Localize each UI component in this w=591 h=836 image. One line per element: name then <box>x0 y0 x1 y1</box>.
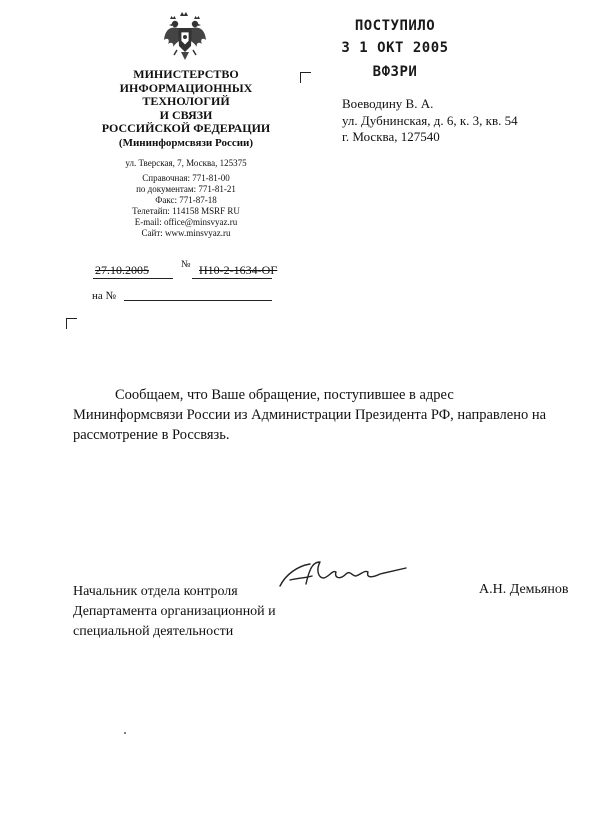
contact-fax: Факс: 771-87-18 <box>155 195 217 205</box>
reply-to-label: на № <box>92 290 117 302</box>
ministry-line: И СВЯЗИ <box>159 107 213 122</box>
ministry-line: МИНИСТЕРСТВО <box>133 67 239 81</box>
ministry-line: РОССИЙСКОЙ ФЕДЕРАЦИИ <box>101 121 271 135</box>
scan-speck <box>124 732 126 734</box>
signer-position-line: Департамента организационной и <box>73 604 276 619</box>
signer-position <box>73 582 276 642</box>
registration-number-sign: № <box>181 259 191 270</box>
contact-address: ул. Тверская, 7, Москва, 125375 <box>125 158 247 168</box>
signer-name: А.Н. Демьянов <box>479 582 569 597</box>
recipient-address <box>342 96 518 146</box>
signer-position-line: Начальник отдела контроля <box>73 584 238 599</box>
ministry-contacts <box>100 158 272 239</box>
signer-position-line: специальной деятельности <box>73 624 234 639</box>
text-corner-mark <box>66 318 77 329</box>
ministry-header <box>100 68 272 150</box>
recipient-city: г. Москва, 127540 <box>342 129 440 144</box>
body-paragraph: Сообщаем, что Ваше обращение, поступившее в адрес Мининформсвязи России из Администрации Президента РФ, направлено на рассмотрение в Россвязь. <box>73 387 547 443</box>
stamp-date: 3 1 ОКТ 2005 <box>341 40 449 56</box>
stamp-received: ПОСТУПИЛО <box>354 18 436 34</box>
letter-body <box>73 385 563 445</box>
ministry-line: ИНФОРМАЦИОННЫХ <box>119 80 253 95</box>
contact-email: E-mail: office@minsvyaz.ru <box>134 217 238 227</box>
received-stamp <box>340 18 450 80</box>
contact-info-phone: Справочная: 771-81-00 <box>142 173 230 183</box>
ministry-line: ТЕХНОЛОГИЙ <box>142 94 230 108</box>
address-corner-mark <box>300 72 311 83</box>
contact-site: Сайт: www.minsvyaz.ru <box>141 228 231 238</box>
registration-number: Н10-2-1634-ОГ <box>199 263 278 277</box>
ministry-short-name: (Мининформсвязи России) <box>118 136 254 149</box>
recipient-name: Воеводину В. А. <box>342 96 434 111</box>
contact-telex: Телетайп: 114158 MSRF RU <box>132 206 240 216</box>
recipient-street: ул. Дубнинская, д. 6, к. 3, кв. 54 <box>342 112 518 128</box>
coat-of-arms-icon <box>162 10 208 64</box>
number-underline <box>192 278 272 279</box>
handwritten-signature <box>276 556 410 592</box>
reply-to-underline <box>124 300 272 301</box>
stamp-org: ВФЗРИ <box>372 64 418 80</box>
registration-date: 27.10.2005 <box>95 263 149 277</box>
date-underline <box>93 278 173 279</box>
contact-docs-phone: по документам: 771-81-21 <box>136 184 236 194</box>
